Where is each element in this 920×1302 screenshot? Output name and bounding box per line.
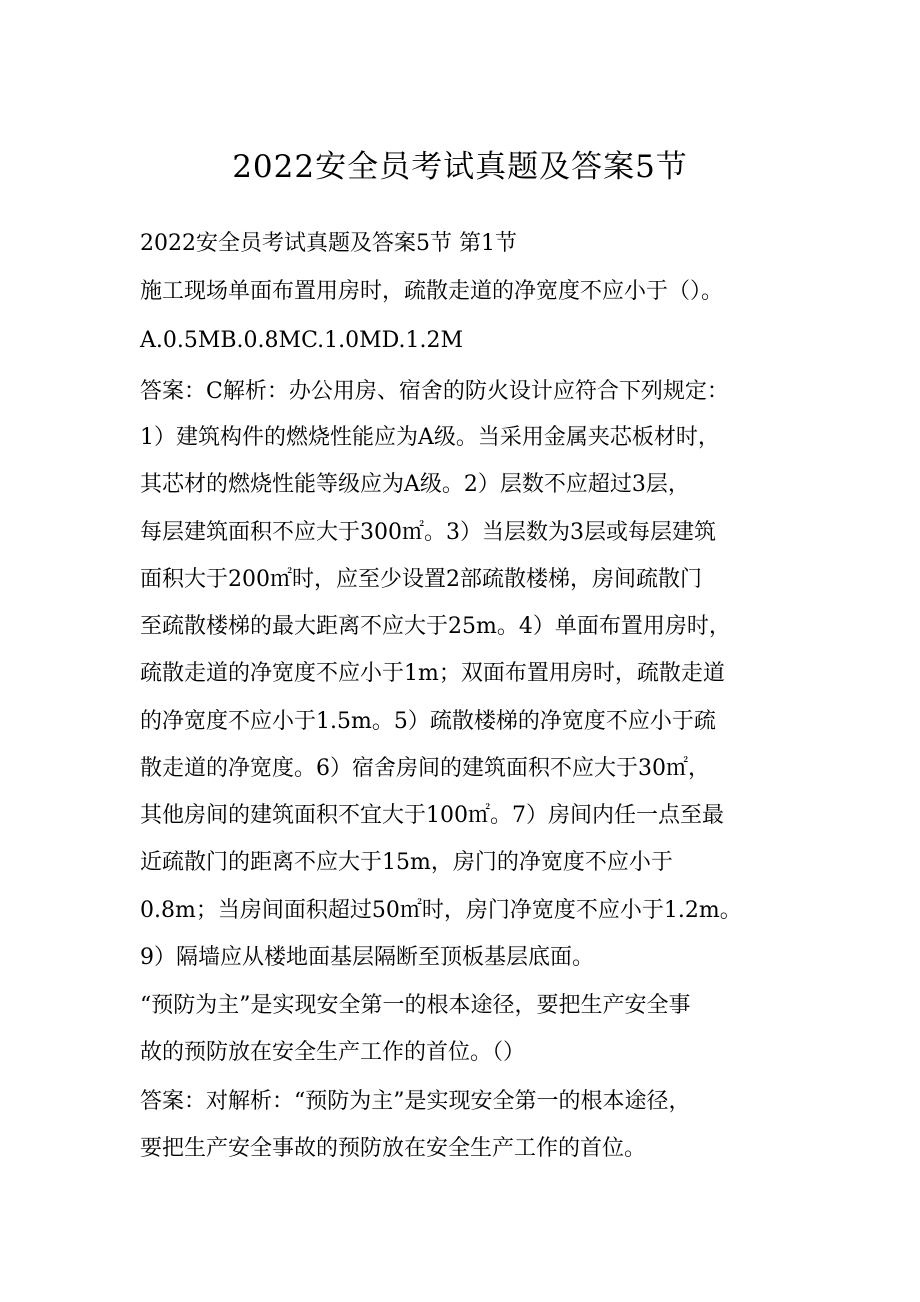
text-line: 其芯材的燃烧性能等级应为A级。2）层数不应超过3层， [140,472,690,497]
text-line: 0.8m；当房间面积超过50㎡时，房门净宽度不应小于1.2m。 [140,898,742,923]
text-line: 散走道的净宽度。6）宿舍房间的建筑面积不应大于30㎡， [140,756,710,781]
document-title: 2022安全员考试真题及答案5节 [232,149,688,185]
text-line: 近疏散门的距离不应大于15m，房门的净宽度不应小于 [140,850,673,875]
text-line: 9）隔墙应从楼地面基层隔断至顶板基层底面。 [140,945,594,970]
text-line: 2022安全员考试真题及答案5节 第1节 [140,231,517,256]
text-line: 每层建筑面积不应大于300㎡。3）当层数为3层或每层建筑 [140,520,716,545]
text-line: 其他房间的建筑面积不宜大于100㎡。7）房间内任一点至最 [140,803,724,828]
text-line: 的净宽度不应小于1.5m。5）疏散楼梯的净宽度不应小于疏 [140,709,716,734]
text-line: 1）建筑构件的燃烧性能应为A级。当采用金属夹芯板材时， [140,425,720,450]
text-line: 至疏散楼梯的最大距离不应大于25m。4）单面布置用房时， [140,614,731,639]
text-line: A.0.5MB.0.8MC.1.0MD.1.2M [140,328,463,353]
text-line: 答案：对解析：“预防为主”是实现安全第一的根本途径， [140,1089,691,1114]
text-line: 故的预防放在安全生产工作的首位。（） [140,1040,526,1065]
text-line: 施工现场单面布置用房时，疏散走道的净宽度不应小于（）。 [140,279,724,304]
text-line: 答案：C解析：办公用房、宿舍的防火设计应符合下列规定： [140,379,729,404]
text-line: “预防为主”是实现安全第一的根本途径，要把生产安全事 [140,993,691,1018]
text-line: 要把生产安全事故的预防放在安全生产工作的首位。 [140,1136,647,1161]
text-line: 疏散走道的净宽度不应小于1m；双面布置用房时，疏散走道 [140,661,725,686]
text-line: 面积大于200㎡时，应至少设置2部疏散楼梯，房间疏散门 [140,567,702,592]
